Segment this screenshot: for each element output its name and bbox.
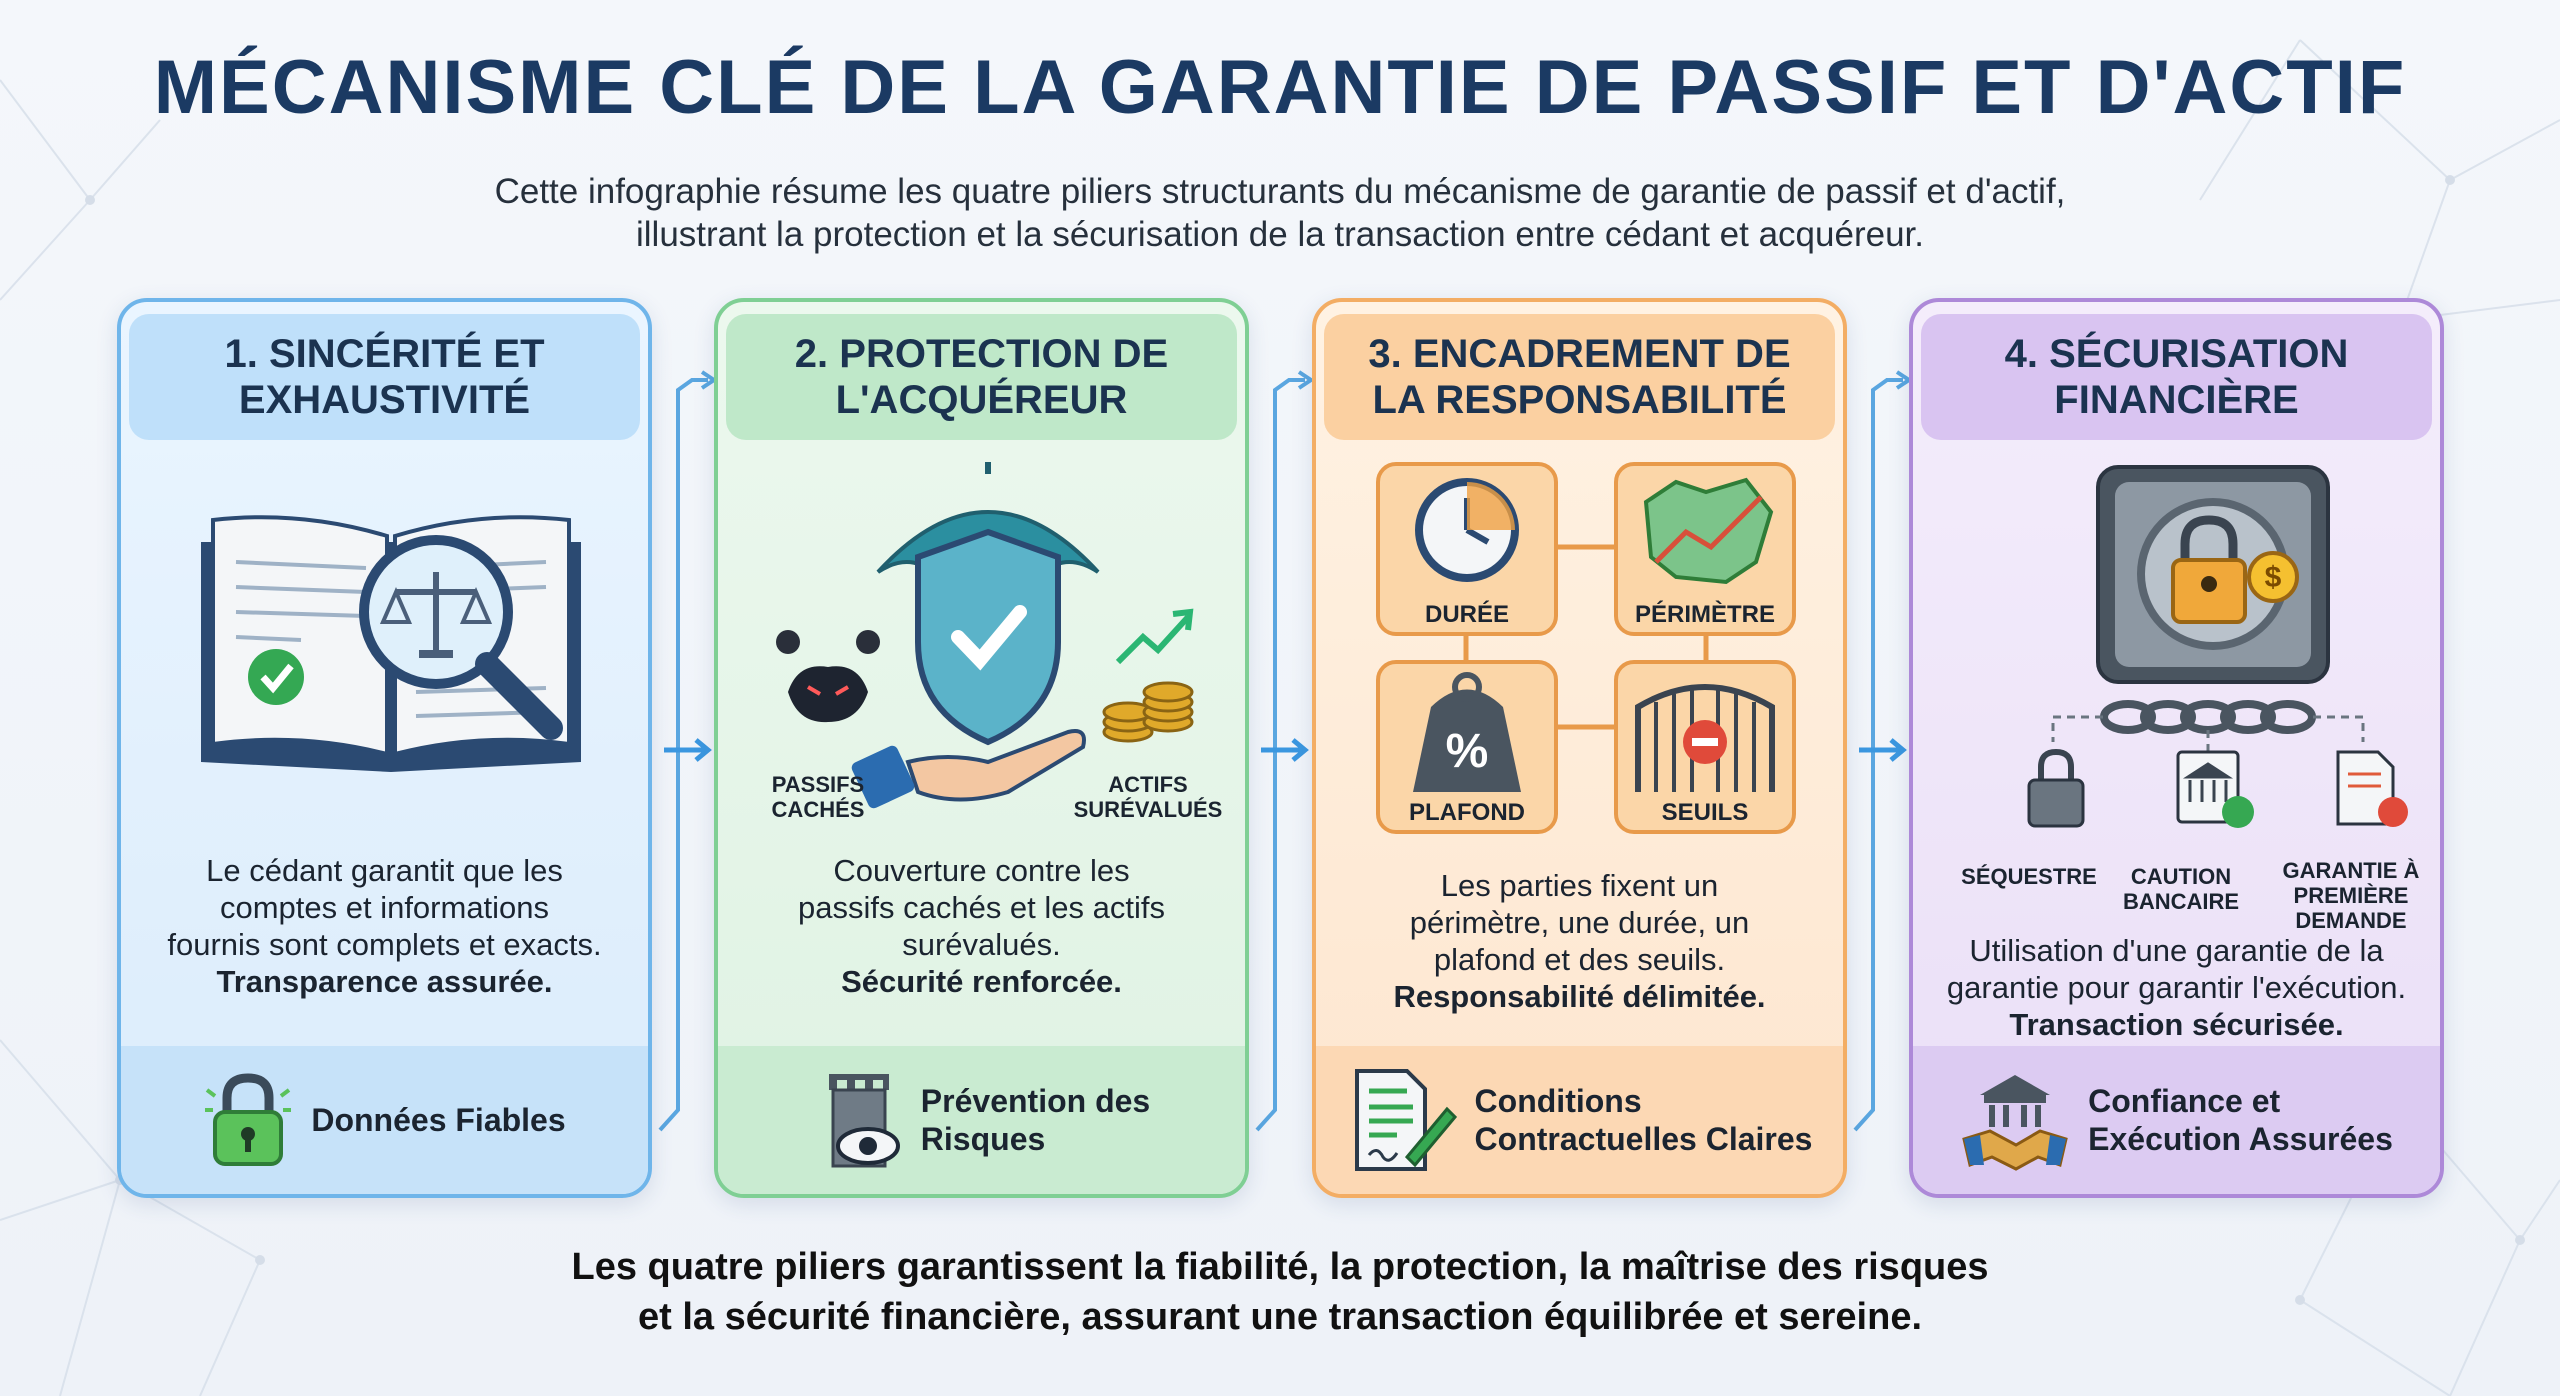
- summary-line: Les quatre piliers garantissent la fiabilité, la protection, la maîtrise des risques: [571, 1246, 1989, 1288]
- pillar-card-4: [1909, 298, 2444, 1198]
- map-icon: [1646, 480, 1771, 582]
- grid-label: PLAFOND: [1409, 799, 1525, 826]
- svg-text:$: $: [2264, 561, 2282, 594]
- mechanism-label: [2091, 864, 2271, 914]
- pillar-title-line: FINANCIÈRE: [2054, 378, 2299, 422]
- pillar-description-line: surévalués.: [902, 927, 1061, 962]
- connector-arrow: [650, 360, 722, 1140]
- svg-text:%: %: [1445, 725, 1489, 778]
- pillar-description: [736, 852, 1227, 1000]
- pillar-description-line: garantie pour garantir l'exécution.: [1946, 970, 2407, 1005]
- pillar-title-line: L'ACQUÉREUR: [835, 378, 1128, 422]
- pillar-footer: [1913, 1046, 2440, 1194]
- pillar-title-line: 2. PROTECTION DE: [794, 332, 1169, 376]
- pillar-title: [129, 314, 640, 440]
- grid-label: PÉRIMÈTRE: [1634, 601, 1775, 628]
- connector-arrow: [1845, 360, 1917, 1140]
- pillar-description-line: Le cédant garantit que les: [206, 853, 563, 888]
- pillar-description-line: Les parties fixent un: [1440, 868, 1719, 903]
- umbrella-shield-icon: [758, 462, 1218, 822]
- mechanism-label: [2261, 858, 2441, 933]
- risk-label: [758, 772, 878, 822]
- grid-label: DURÉE: [1424, 601, 1509, 628]
- handshake-bank-icon: [1960, 1065, 2070, 1175]
- risk-label: [1058, 772, 1238, 822]
- pillar-footer-label: Données Fiables: [311, 1102, 566, 1138]
- pillar-title: [726, 314, 1237, 440]
- pillar-highlight: Transparence assurée.: [216, 964, 553, 999]
- risk-label-line: ACTIFS: [1108, 772, 1188, 797]
- subtitle-line: Cette infographie résume les quatre piliers structurants du mécanisme de garantie de passif et d'actif,: [494, 172, 2066, 211]
- pillar-footer-line: Confiance et: [2088, 1083, 2281, 1119]
- clock-icon: [1419, 482, 1515, 578]
- pillar-footer-line: Conditions: [1474, 1083, 1642, 1119]
- pillar-title-line: 4. SÉCURISATION: [2004, 332, 2349, 376]
- pillar-description-line: périmètre, une durée, un: [1409, 905, 1750, 940]
- padlock-icon: [203, 1070, 293, 1170]
- pillar-description-line: plafond et des seuils.: [1433, 942, 1726, 977]
- pillar-footer: [718, 1046, 1245, 1194]
- watchtower-eye-icon: [813, 1068, 903, 1172]
- pillar-footer-label: [1475, 1082, 1813, 1158]
- pillar-footer-line: Exécution Assurées: [2088, 1121, 2393, 1157]
- summary-line: et la sécurité financière, assurant une transaction équilibrée et sereine.: [637, 1296, 1923, 1338]
- pillar-footer: [121, 1046, 648, 1194]
- grid-label: SEUILS: [1661, 799, 1749, 826]
- pillar-highlight: Responsabilité délimitée.: [1393, 979, 1766, 1014]
- pillar-title-line: 1. SINCÉRITÉ ET: [224, 332, 545, 376]
- mechanism-label-line: DEMANDE: [2295, 908, 2407, 933]
- pillar-description-line: comptes et informations: [219, 890, 550, 925]
- subtitle-line: illustrant la protection et la sécurisation de la transaction entre cédant et acquéreur.: [636, 215, 1924, 254]
- mechanism-label-line: PREMIÈRE: [2293, 883, 2409, 908]
- demand-guarantee-icon: [2338, 752, 2408, 827]
- pillar-card-3: [1312, 298, 1847, 1198]
- pillar-footer: [1316, 1046, 1843, 1194]
- pillar-card-2: [714, 298, 1249, 1198]
- pillar-description-line: Couverture contre les: [833, 853, 1130, 888]
- pillar-highlight: Transaction sécurisée.: [2009, 1007, 2344, 1042]
- risk-label-line: PASSIFS: [771, 772, 865, 797]
- pillar-title: [1921, 314, 2432, 440]
- mechanism-label-line: CAUTION: [2130, 864, 2232, 889]
- pillar-footer-line: Risques: [920, 1121, 1046, 1157]
- connector-arrow: [1247, 360, 1319, 1140]
- contract-pen-icon: [1347, 1065, 1457, 1175]
- page-subtitle: [380, 170, 2180, 256]
- pillar-title-line: EXHAUSTIVITÉ: [238, 378, 531, 422]
- vault-icon: [1953, 462, 2413, 842]
- pillar-title-line: LA RESPONSABILITÉ: [1372, 378, 1787, 422]
- pillar-footer-line: Contractuelles Claires: [1474, 1121, 1813, 1157]
- summary-text: [280, 1242, 2280, 1342]
- pillar-description: [1931, 932, 2422, 1043]
- sequestre-padlock-icon: [2029, 752, 2083, 826]
- pillar-card-1: [117, 298, 652, 1198]
- bank-guarantee-icon: [2178, 752, 2254, 828]
- risk-label-line: CACHÉS: [771, 797, 865, 822]
- pillar-title-line: 3. ENCADREMENT DE: [1368, 332, 1791, 376]
- pillar-description: [139, 852, 630, 1000]
- mechanism-label: SÉQUESTRE: [1961, 864, 2097, 889]
- pillar-description-line: fournis sont complets et exacts.: [167, 927, 602, 962]
- risk-label-line: SURÉVALUÉS: [1073, 797, 1223, 822]
- pillar-footer-label: [2088, 1082, 2393, 1158]
- mechanism-label-line: BANCAIRE: [2122, 889, 2240, 914]
- pillar-description: [1334, 867, 1825, 1015]
- pillar-description-line: Utilisation d'une garantie de la: [1969, 933, 2384, 968]
- pillar-footer-label: [921, 1082, 1150, 1158]
- page-title: MÉCANISME CLÉ DE LA GARANTIE DE PASSIF ET D'ACTIF: [153, 45, 2407, 130]
- pillar-footer-line: Prévention des: [920, 1083, 1151, 1119]
- book-magnifier-icon: [191, 492, 591, 792]
- pillar-description-line: passifs cachés et les actifs: [798, 890, 1165, 925]
- pillar-title: [1324, 314, 1835, 440]
- pillar-highlight: Sécurité renforcée.: [841, 964, 1122, 999]
- mechanism-label-line: GARANTIE À: [2282, 858, 2420, 883]
